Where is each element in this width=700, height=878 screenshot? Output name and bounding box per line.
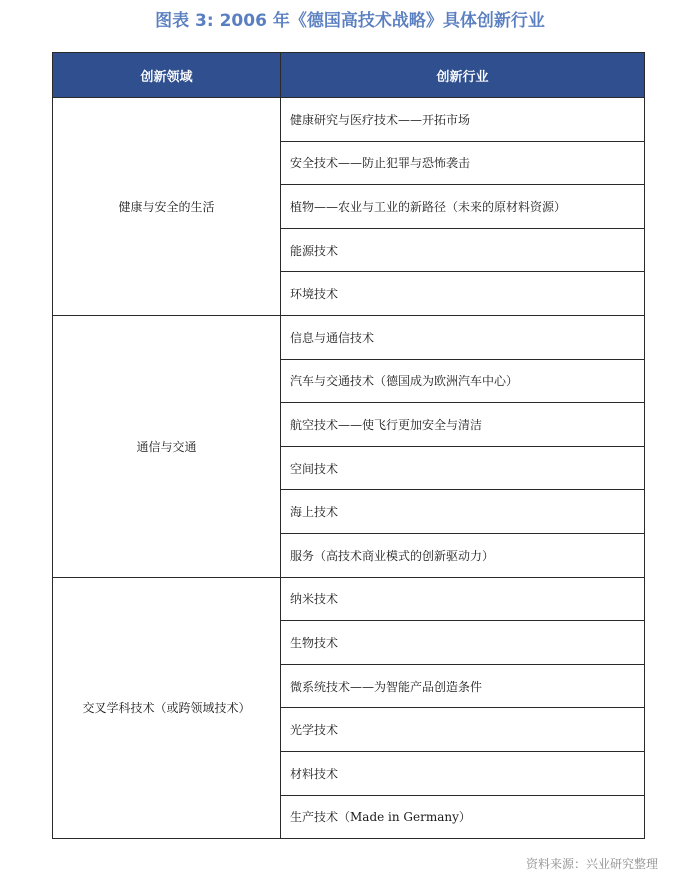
industry-cell: 微系统技术——为智能产品创造条件	[281, 664, 645, 708]
source-note: 资料来源：兴业研究整理	[525, 857, 658, 871]
domain-cell-cross-disciplinary: 交叉学科技术（或跨领域技术）	[53, 577, 281, 839]
industry-cell: 航空技术——使飞行更加安全与清洁	[281, 403, 645, 447]
table-header-row	[53, 53, 645, 98]
header-industry: 创新行业	[281, 53, 645, 98]
table-row	[53, 577, 645, 621]
industry-cell: 能源技术	[281, 228, 645, 272]
domain-cell-communication-transport: 通信与交通	[53, 315, 281, 577]
industry-cell: 环境技术	[281, 272, 645, 316]
industry-cell: 健康研究与医疗技术——开拓市场	[281, 98, 645, 142]
industry-cell: 纳米技术	[281, 577, 645, 621]
industry-cell: 材料技术	[281, 751, 645, 795]
industry-cell: 海上技术	[281, 490, 645, 534]
figure-title: 图表 3: 2006 年《德国高技术战略》具体创新行业	[155, 11, 545, 31]
industry-cell: 生物技术	[281, 621, 645, 665]
domain-cell-health-safety: 健康与安全的生活	[53, 98, 281, 316]
table-row	[53, 98, 645, 142]
table-row	[53, 315, 645, 359]
industry-cell: 服务（高技术商业模式的创新驱动力）	[281, 533, 645, 577]
innovation-table	[52, 52, 645, 839]
header-domain: 创新领域	[53, 53, 281, 98]
industry-cell: 空间技术	[281, 446, 645, 490]
industry-cell: 汽车与交通技术（德国成为欧洲汽车中心）	[281, 359, 645, 403]
industry-cell: 生产技术（Made in Germany）	[281, 795, 645, 839]
industry-cell: 信息与通信技术	[281, 315, 645, 359]
industry-cell: 光学技术	[281, 708, 645, 752]
industry-cell: 植物——农业与工业的新路径（未来的原材料资源）	[281, 185, 645, 229]
industry-cell: 安全技术——防止犯罪与恐怖袭击	[281, 141, 645, 185]
